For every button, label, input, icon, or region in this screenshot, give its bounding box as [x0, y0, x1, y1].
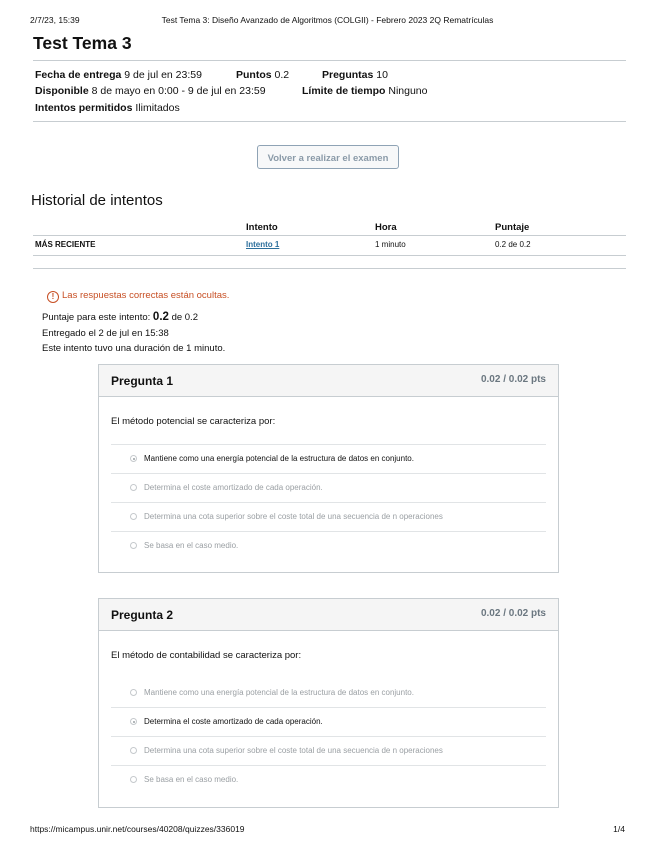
score-suffix: de 0.2: [171, 312, 198, 323]
radio-icon: [130, 484, 137, 491]
due-label: Fecha de entrega: [35, 69, 122, 81]
col-attempt: Intento: [246, 222, 278, 233]
answers-hidden-notice: [47, 290, 229, 303]
col-time: Hora: [375, 222, 397, 233]
radio-icon: [130, 776, 137, 783]
answer-option: [111, 707, 546, 737]
page-number: 1/4: [613, 824, 625, 834]
submitted-line: Entregado el 2 de jul en 15:38: [42, 328, 169, 339]
points-label: Puntos: [236, 69, 272, 81]
score-prefix: Puntaje para este intento:: [42, 312, 151, 323]
history-heading: Historial de intentos: [31, 192, 163, 209]
answer-label: Determina el coste amortizado de cada operación.: [144, 483, 323, 492]
time-limit-meta: [302, 85, 427, 97]
print-datetime: 2/7/23, 15:39: [30, 15, 80, 25]
answer-label: Mantiene como una energía potencial de la estructura de datos en conjunto.: [144, 454, 414, 463]
attempts-value: Ilimitados: [135, 102, 180, 114]
answer-label: Mantiene como una energía potencial de la estructura de datos en conjunto.: [144, 688, 414, 697]
available-value: 8 de mayo en 0:00 - 9 de jul en 23:59: [91, 85, 266, 97]
answer-option: [111, 473, 546, 503]
retake-quiz-button[interactable]: Volver a realizar el examen: [257, 145, 399, 169]
available-meta: [35, 85, 266, 97]
question-header: [99, 599, 558, 631]
questions-value: 10: [376, 69, 388, 81]
answer-label: Determina una cota superior sobre el coste total de una secuencia de n operaciones: [144, 512, 443, 521]
radio-selected-icon: [130, 718, 137, 725]
hidden-note-text: Las respuestas correctas están ocultas.: [62, 290, 230, 301]
warning-icon: !: [47, 291, 59, 303]
row-label: MÁS RECIENTE: [35, 240, 96, 249]
question-text: El método de contabilidad se caracteriza por:: [111, 650, 302, 661]
print-url: https://micampus.unir.net/courses/40208/quizzes/336019: [30, 824, 245, 834]
questions-meta: [322, 69, 388, 81]
question-card-1: [98, 364, 559, 573]
time-limit-value: Ninguno: [388, 85, 428, 97]
divider: [33, 255, 626, 256]
question-card-2: [98, 598, 559, 808]
answer-label: Determina el coste amortizado de cada operación.: [144, 717, 323, 726]
col-score: Puntaje: [495, 222, 530, 233]
question-text: El método potencial se caracteriza por:: [111, 416, 276, 427]
radio-icon: [130, 747, 137, 754]
answer-option: [111, 736, 546, 766]
attempts-meta: [35, 102, 180, 114]
print-footer: [30, 824, 625, 834]
answer-label: Se basa en el caso medio.: [144, 775, 239, 784]
due-value: 9 de jul en 23:59: [124, 69, 202, 81]
answer-option: [111, 765, 546, 795]
divider: [33, 60, 626, 61]
points-meta: [236, 69, 289, 81]
divider: [33, 235, 626, 236]
questions-label: Preguntas: [322, 69, 374, 81]
print-doc-title: Test Tema 3: Diseño Avanzado de Algoritmos (COLGII) - Febrero 2023 2Q Rematrículas: [161, 15, 494, 25]
available-label: Disponible: [35, 85, 89, 97]
answer-option: [111, 531, 546, 561]
attempts-label: Intentos permitidos: [35, 102, 133, 114]
row-score: 0.2 de 0.2: [495, 240, 531, 249]
divider: [33, 121, 626, 122]
radio-icon: [130, 542, 137, 549]
question-title: Pregunta 2: [111, 608, 174, 622]
row-time: 1 minuto: [375, 240, 406, 249]
question-header: [99, 365, 558, 397]
attempt-score: [42, 311, 198, 323]
question-points: 0.02 / 0.02 pts: [480, 608, 546, 619]
answer-option: [111, 679, 546, 708]
answer-option: [111, 444, 546, 474]
question-title: Pregunta 1: [111, 374, 174, 388]
answer-label: Determina una cota superior sobre el coste total de una secuencia de n operaciones: [144, 746, 443, 755]
quiz-title: Test Tema 3: [33, 33, 132, 53]
points-value: 0.2: [274, 69, 290, 81]
radio-selected-icon: [130, 455, 137, 462]
question-points: 0.02 / 0.02 pts: [480, 374, 546, 385]
meta-row-1: [35, 69, 202, 81]
time-limit-label: Límite de tiempo: [302, 85, 386, 97]
duration-line: Este intento tuvo una duración de 1 minuto.: [42, 343, 226, 354]
answer-label: Se basa en el caso medio.: [144, 541, 239, 550]
radio-icon: [130, 689, 137, 696]
answer-option: [111, 502, 546, 532]
divider: [33, 268, 626, 269]
radio-icon: [130, 513, 137, 520]
print-header: [30, 15, 625, 27]
score-value: 0.2: [152, 311, 169, 323]
attempt-link[interactable]: Intento 1: [246, 240, 280, 249]
